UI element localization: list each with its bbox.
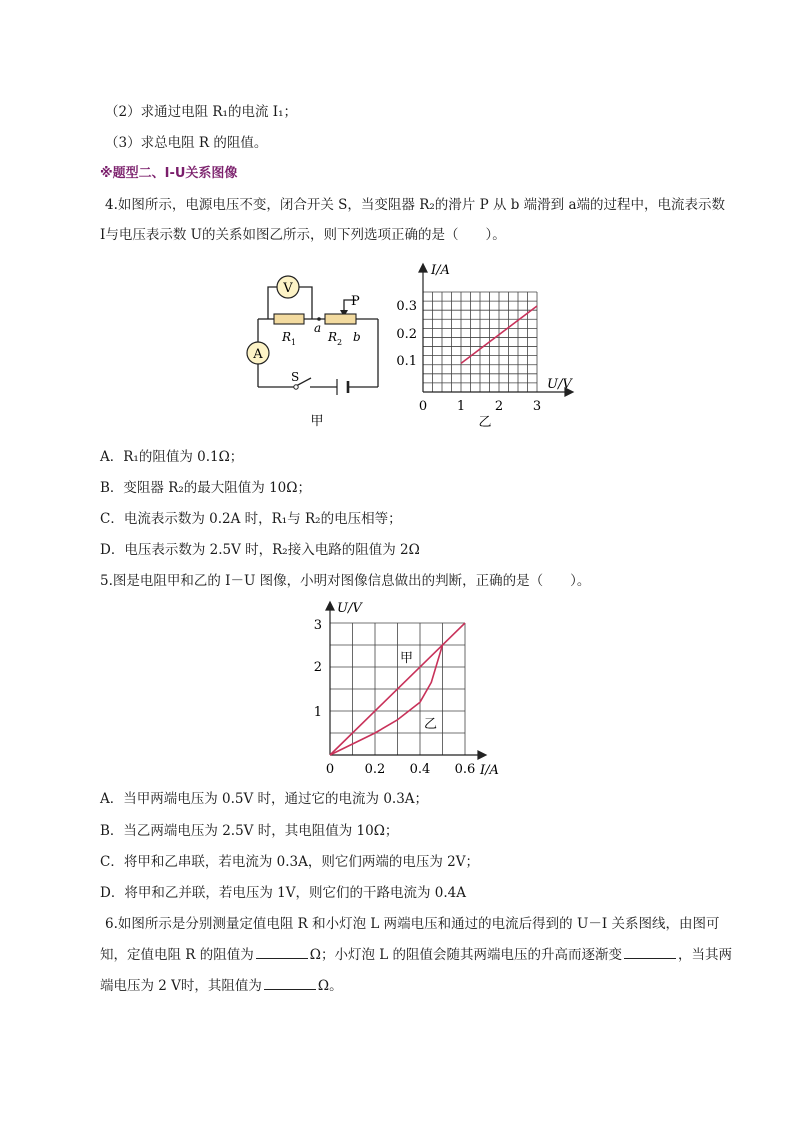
- q4-ytick-0.2: 0.2: [396, 327, 417, 342]
- q5-xtick-0.6: 0.6: [454, 762, 476, 777]
- q6-line2: [100, 946, 732, 964]
- section-title: ※题型二、I-U关系图像: [100, 166, 238, 181]
- q4-option-c: C．电流表示数为 0.2A 时，R₁与 R₂的电压相等；: [100, 511, 402, 527]
- voltmeter-label: V: [283, 281, 293, 296]
- q5-ytick-2: 2: [313, 660, 322, 675]
- q4-graph-xlabel: U/V: [547, 377, 572, 392]
- resistor-r1: [274, 314, 304, 324]
- q3-part3: （3）求总电阻 R 的阻值。: [105, 135, 268, 151]
- q4-xtick-1: 1: [456, 399, 466, 414]
- q5-ui-graph: [300, 598, 500, 783]
- q6-line2-text-b: Ω；小灯泡 L 的阻值会随其两端电压的升高而逐渐变: [309, 947, 622, 963]
- point-b-label: b: [353, 330, 361, 344]
- q4-graph-ylabel: I/A: [431, 263, 450, 278]
- resistor-r2: [325, 314, 356, 324]
- q5-graph-ylabel: U/V: [337, 601, 362, 616]
- q6-line3-text-a: 端电压为 2 V时，其阻值为: [100, 978, 262, 994]
- series-label-yi: 乙: [424, 717, 438, 732]
- circuit-caption: 甲: [310, 414, 324, 429]
- q5-ytick-3: 3: [313, 618, 322, 633]
- q4-circuit-diagram: [240, 262, 390, 432]
- q4-option-b: B．变阻器 R₂的最大阻值为 10Ω；: [100, 480, 311, 496]
- q6-line3: [100, 977, 343, 995]
- q4-option-d: D．电压表示数为 2.5V 时，R₂接入电路的阻值为 2Ω: [100, 542, 420, 558]
- r1-subscript: 1: [291, 338, 297, 347]
- q5-xtick-0.2: 0.2: [364, 762, 386, 777]
- series-label-jia: 甲: [400, 651, 414, 666]
- q5-graph-xlabel: I/A: [480, 763, 499, 778]
- q4-graph-caption: 乙: [478, 415, 492, 430]
- q4-ytick-0.3: 0.3: [396, 299, 417, 314]
- q5-option-d: D．将甲和乙并联，若电压为 1V，则它们的干路电流为 0.4A: [100, 885, 466, 901]
- q5-option-a: A．当甲两端电压为 0.5V 时，通过它的电流为 0.3A；: [100, 791, 429, 807]
- q5-option-b: B．当乙两端电压为 2.5V 时，其电阻值为 10Ω；: [100, 823, 399, 839]
- r2-label: R: [328, 330, 338, 344]
- q5-xtick-0: 0: [325, 762, 335, 777]
- point-a-label: a: [314, 321, 322, 335]
- q6-line2-text-a: 知，定值电阻 R 的阻值为: [100, 947, 254, 963]
- switch-label: S: [291, 370, 300, 384]
- q4-xtick-3: 3: [532, 399, 542, 414]
- q6-line2-text-c: ，当其两: [678, 947, 732, 963]
- q4-xtick-0: 0: [418, 399, 428, 414]
- q4-stem-line2: I与电压表示数 U的关系如图乙所示，则下列选项正确的是（ ）。: [100, 227, 506, 243]
- q4-option-a: A．R₁的阻值为 0.1Ω；: [100, 449, 244, 465]
- ammeter-label: A: [253, 347, 263, 362]
- r1-label: R: [282, 330, 292, 344]
- q4-ytick-0.1: 0.1: [396, 354, 417, 369]
- answer-blank-2[interactable]: [624, 946, 676, 959]
- q5-xtick-0.4: 0.4: [409, 762, 431, 777]
- q6-line1: 6.如图所示是分别测量定值电阻 R 和小灯泡 L 两端电压和通过的电流后得到的 U－I 关系图线，由图可: [105, 916, 720, 932]
- r2-subscript: 2: [337, 338, 343, 347]
- q4-stem-line1: 4.如图所示，电源电压不变，闭合开关 S，当变阻器 R₂的滑片 P 从 b 端滑到 a端的过程中，电流表示数: [105, 197, 726, 213]
- answer-blank-3[interactable]: [264, 977, 316, 990]
- slider-label: P: [351, 294, 360, 309]
- q5-option-c: C．将甲和乙串联，若电流为 0.3A，则它们两端的电压为 2V；: [100, 854, 479, 870]
- q5-ytick-1: 1: [313, 705, 322, 720]
- q3-part2: （2）求通过电阻 R₁的电流 I₁；: [105, 104, 297, 120]
- answer-blank-1[interactable]: [256, 946, 308, 959]
- q6-line3-text-b: Ω。: [317, 978, 343, 994]
- q5-stem: 5.图是电阻甲和乙的 I－U 图像，小明对图像信息做出的判断，正确的是（ ）。: [100, 573, 591, 589]
- q4-iu-graph: [395, 258, 585, 438]
- q4-xtick-2: 2: [494, 399, 504, 414]
